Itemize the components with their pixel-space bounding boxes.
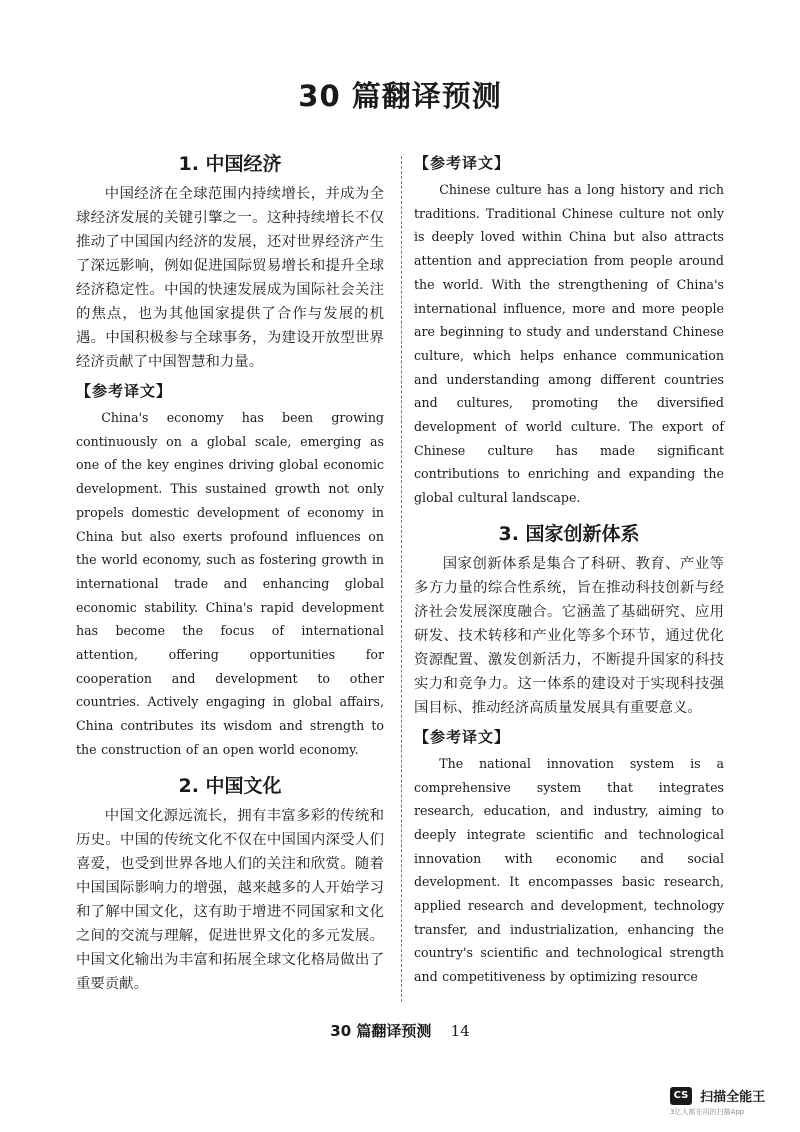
chinese-paragraph-innovation: 国家创新体系是集合了科研、教育、产业等多方力量的综合性系统，旨在推动科技创新与经济社会发展深度融合。它涵盖了基础研究、应用研发、技术转移和产业化等多个环节，通过优化资源配置、激发创新活力，不断提升国家的科技实力和竞争力。这一体系的建设对于实现科技强国目标、推动经济高质量发展具有重要意义。 (414, 555, 724, 716)
chinese-paragraph-culture: 中国文化源远流长，拥有丰富多彩的传统和历史。中国的传统文化不仅在中国国内深受人们喜爱，也受到世界各地人们的关注和欣赏。随着中国国际影响力的增强，越来越多的人开始学习和了解中国文化，这有助于增进不同国家和文化之间的交流与理解，促进世界文化的多元发展。中国文化输出为丰富和拓展全球文化格局做出了重要贡献。 (76, 807, 384, 992)
section-title-innovation: 3. 国家创新体系 (498, 522, 640, 545)
scanner-logo-icon: CS (670, 1087, 692, 1105)
scanner-watermark (670, 1085, 782, 1117)
page-title: 30 篇翻译预测 (298, 79, 502, 113)
reference-label-innovation: 【参考译文】 (414, 727, 511, 746)
reference-label-culture: 【参考译文】 (414, 154, 511, 172)
page-footer (0, 1020, 800, 1041)
page-number: 14 (450, 1022, 470, 1040)
footer-label: 30 篇翻译预测 (330, 1022, 432, 1040)
column-divider (401, 156, 402, 1002)
left-column (76, 150, 384, 996)
scanner-tagline: 3亿人都在用的扫描App (670, 1108, 745, 1116)
english-translation-economy: China's economy has been growing continuously on a global scale, emerging as one of the key engines driving global economic development. This sustained growth not only propels domestic development of economy in China but also exerts profound influences on the world economy, such as fostering growth in international trade and enhancing global economic stability. China's rapid development has become the focus of international attention, offering opportunities for cooperation and development to other countries. Actively engaging in global affairs, China contributes its wisdom and strength to the construction of an open world economy. (76, 410, 384, 757)
reference-label-economy: 【参考译文】 (76, 382, 173, 400)
right-column (414, 150, 724, 999)
chinese-paragraph-economy: 中国经济在全球范围内持续增长，并成为全球经济发展的关键引擎之一。这种持续增长不仅推动了中国国内经济的发展，还对世界经济产生了深远影响，例如促进国际贸易增长和提升全球经济稳定性。中国的快速发展成为国际社会关注的焦点，也为其他国家提供了合作与发展的机遇。中国积极参与全球事务，为建设开放型世界经济贡献了中国智慧和力量。 (76, 186, 384, 370)
scanner-app-name: 扫描全能王 (700, 1090, 766, 1105)
section-title-economy: 1. 中国经济 (178, 153, 282, 175)
english-translation-innovation: The national innovation system is a comprehensive system that integrates research, education, and industry, aiming to deeply integrate scientific and technological innovation with economic and social development. It encompasses basic research, applied research and development, technology transfer, and industrialization, enhancing the country's scientific and technological strength and competitiveness by optimizing resource (414, 755, 724, 985)
section-title-culture: 2. 中国文化 (178, 774, 282, 797)
english-translation-culture: Chinese culture has a long history and rich traditions. Traditional Chinese culture not only is deeply loved within China but also attracts attention and appreciation from people around the world. With the strengthening of China's international influence, more and more people are beginning to study and understand Chinese culture, which helps enhance communication and understanding among different countries and cultures, promoting the diversified development of world culture. The export of Chinese culture has made significant contributions to enriching and expanding the global cultural landscape. (414, 182, 724, 506)
